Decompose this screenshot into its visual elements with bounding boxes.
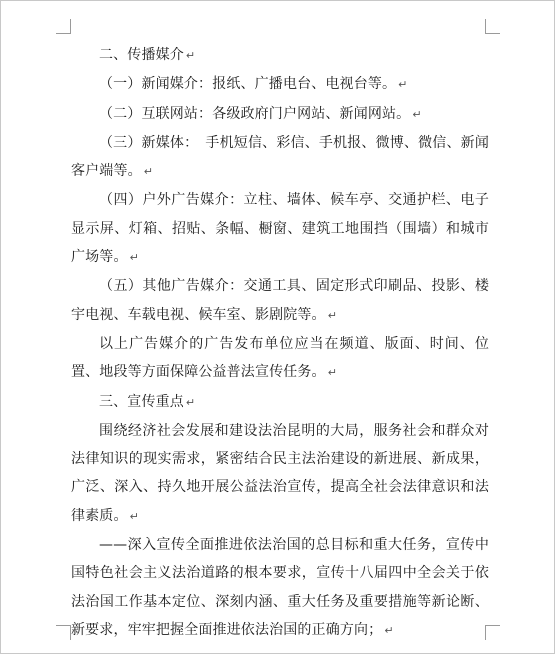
paragraph-mark-icon: ↵ xyxy=(129,509,139,523)
document-body[interactable] xyxy=(71,41,489,645)
paragraph-mark-icon: ↵ xyxy=(327,308,338,322)
paragraph-focus-overview: 围绕经济社会发展和建设法治昆明的大局，服务社会和群众对法律知识的现实需求，紧密结合民主法治建设的新进展、新成果，广泛、深入、持久地开展公益法治宣传，提高全社会法律意识和法律素质。 ↵ xyxy=(71,422,489,524)
paragraph-new-media: （三）新媒体： 手机短信、彩信、手机报、微博、微信、新闻客户端等。 ↵ xyxy=(71,134,489,180)
paragraph-focus-item-1: ——深入宣传全面推进依法治国的总目标和重大任务，宣传中国特色社会主义法治道路的根本要求，宣传十八届四中全会关于依法治国工作基本定位、深刻内涵、重大任务及重要措施等新论断、新要求，牢牢把握全面推进依法治国的正确方向； ↵ xyxy=(71,537,489,638)
margin-corner-top-right xyxy=(485,19,500,34)
paragraph-mark-icon: ↵ xyxy=(327,366,338,380)
paragraph-mark-icon: ↵ xyxy=(398,78,408,92)
paragraph-mark-icon: ↵ xyxy=(129,251,139,265)
paragraph-section-2-heading: 二、传播媒介 ↵ xyxy=(99,47,196,63)
paragraph-mark-icon: ↵ xyxy=(412,107,422,121)
paragraph-section-3-heading: 三、宣传重点 ↵ xyxy=(99,393,196,410)
margin-corner-bottom-left xyxy=(56,625,71,640)
paragraph-mark-icon: ↵ xyxy=(384,623,394,637)
paragraph-mark-icon: ↵ xyxy=(185,395,196,409)
paragraph-news-media: （一）新闻媒介：报纸、广播电台、电视台等。 ↵ xyxy=(99,76,408,93)
paragraph-websites: （二）互联网站：各级政府门户网站、新闻网站。 ↵ xyxy=(99,105,422,122)
margin-corner-top-left xyxy=(56,19,71,34)
paragraph-outdoor-media: （四）户外广告媒介：立柱、墙体、候车亭、交通护栏、电子显示屏、灯箱、招贴、条幅、橱窗、建筑工地围挡（围墙）和城市广场等。 ↵ xyxy=(71,192,489,266)
paragraph-mark-icon: ↵ xyxy=(185,49,196,62)
paragraph-publisher-duty: 以上广告媒介的广告发布单位应当在频道、版面、时间、位置、地段等方面保障公益普法宣传任务。 ↵ xyxy=(71,335,489,381)
paragraph-mark-icon: ↵ xyxy=(143,165,154,179)
paragraph-other-media: （五）其他广告媒介：交通工具、固定形式印刷品、投影、楼宇电视、车载电视、候车室、影剧院等。 ↵ xyxy=(71,278,489,323)
